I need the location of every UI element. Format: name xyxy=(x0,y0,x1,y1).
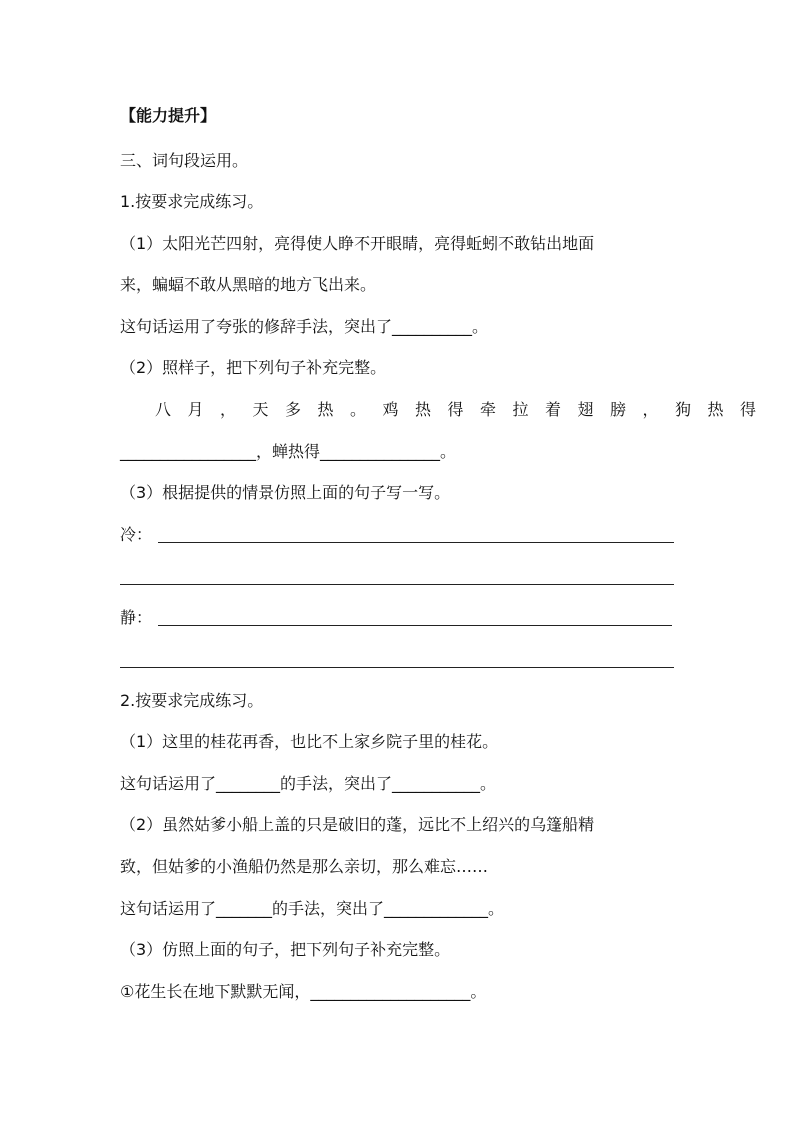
q1-sub3-title: （3）根据提供的情景仿照上面的句子写一写。 xyxy=(120,483,451,502)
q2-sub1-answer: 这句话运用了________的手法，突出了___________。 xyxy=(120,774,497,793)
q2-sub3-title: （3）仿照上面的句子，把下列句子补充完整。 xyxy=(120,940,451,959)
q1-sub1-line1: （1）太阳光芒四射，亮得使人睁不开眼睛，亮得蚯蚓不敢钻出地面 xyxy=(120,234,595,253)
q2-sub2-answer: 这句话运用了_______的手法，突出了_____________。 xyxy=(120,899,505,918)
q2-sub2-line2: 致，但姑爹的小渔船仍然是那么亲切，那么难忘…… xyxy=(120,857,489,876)
q2-sub3-item1: ①花生长在地下默默无闻，____________________。 xyxy=(120,982,487,1001)
quiet-answer-line-1[interactable] xyxy=(158,625,672,626)
quiet-label: 静： xyxy=(120,608,153,627)
q2-sub2-line1: （2）虽然姑爹小船上盖的只是破旧的蓬，远比不上绍兴的乌篷船精 xyxy=(120,815,595,834)
part-title: 三、词句段运用。 xyxy=(120,151,249,170)
q2-sub1: （1）这里的桂花再香，也比不上家乡院子里的桂花。 xyxy=(120,732,499,751)
cold-answer-line-1[interactable] xyxy=(158,542,674,543)
section-header: 【能力提升】 xyxy=(120,106,217,125)
cold-label: 冷： xyxy=(120,525,153,544)
q1-title: 1.按要求完成练习。 xyxy=(120,192,264,211)
q2-title: 2.按要求完成练习。 xyxy=(120,691,264,710)
cold-answer-line-2[interactable] xyxy=(120,584,674,585)
q1-sub2-line1: 八月，天多热。鸡热得牵拉着翅膀，狗热得 xyxy=(155,400,773,419)
q1-sub2-title: （2）照样子，把下列句子补充完整。 xyxy=(120,358,387,377)
q1-sub2-line2: _________________，蝉热得_______________。 xyxy=(120,442,457,461)
q1-sub1-line2: 来，蝙蝠不敢从黑暗的地方飞出来。 xyxy=(120,275,377,294)
q1-sub1-answer: 这句话运用了夸张的修辞手法，突出了__________。 xyxy=(120,317,489,336)
quiet-answer-line-2[interactable] xyxy=(120,667,674,668)
